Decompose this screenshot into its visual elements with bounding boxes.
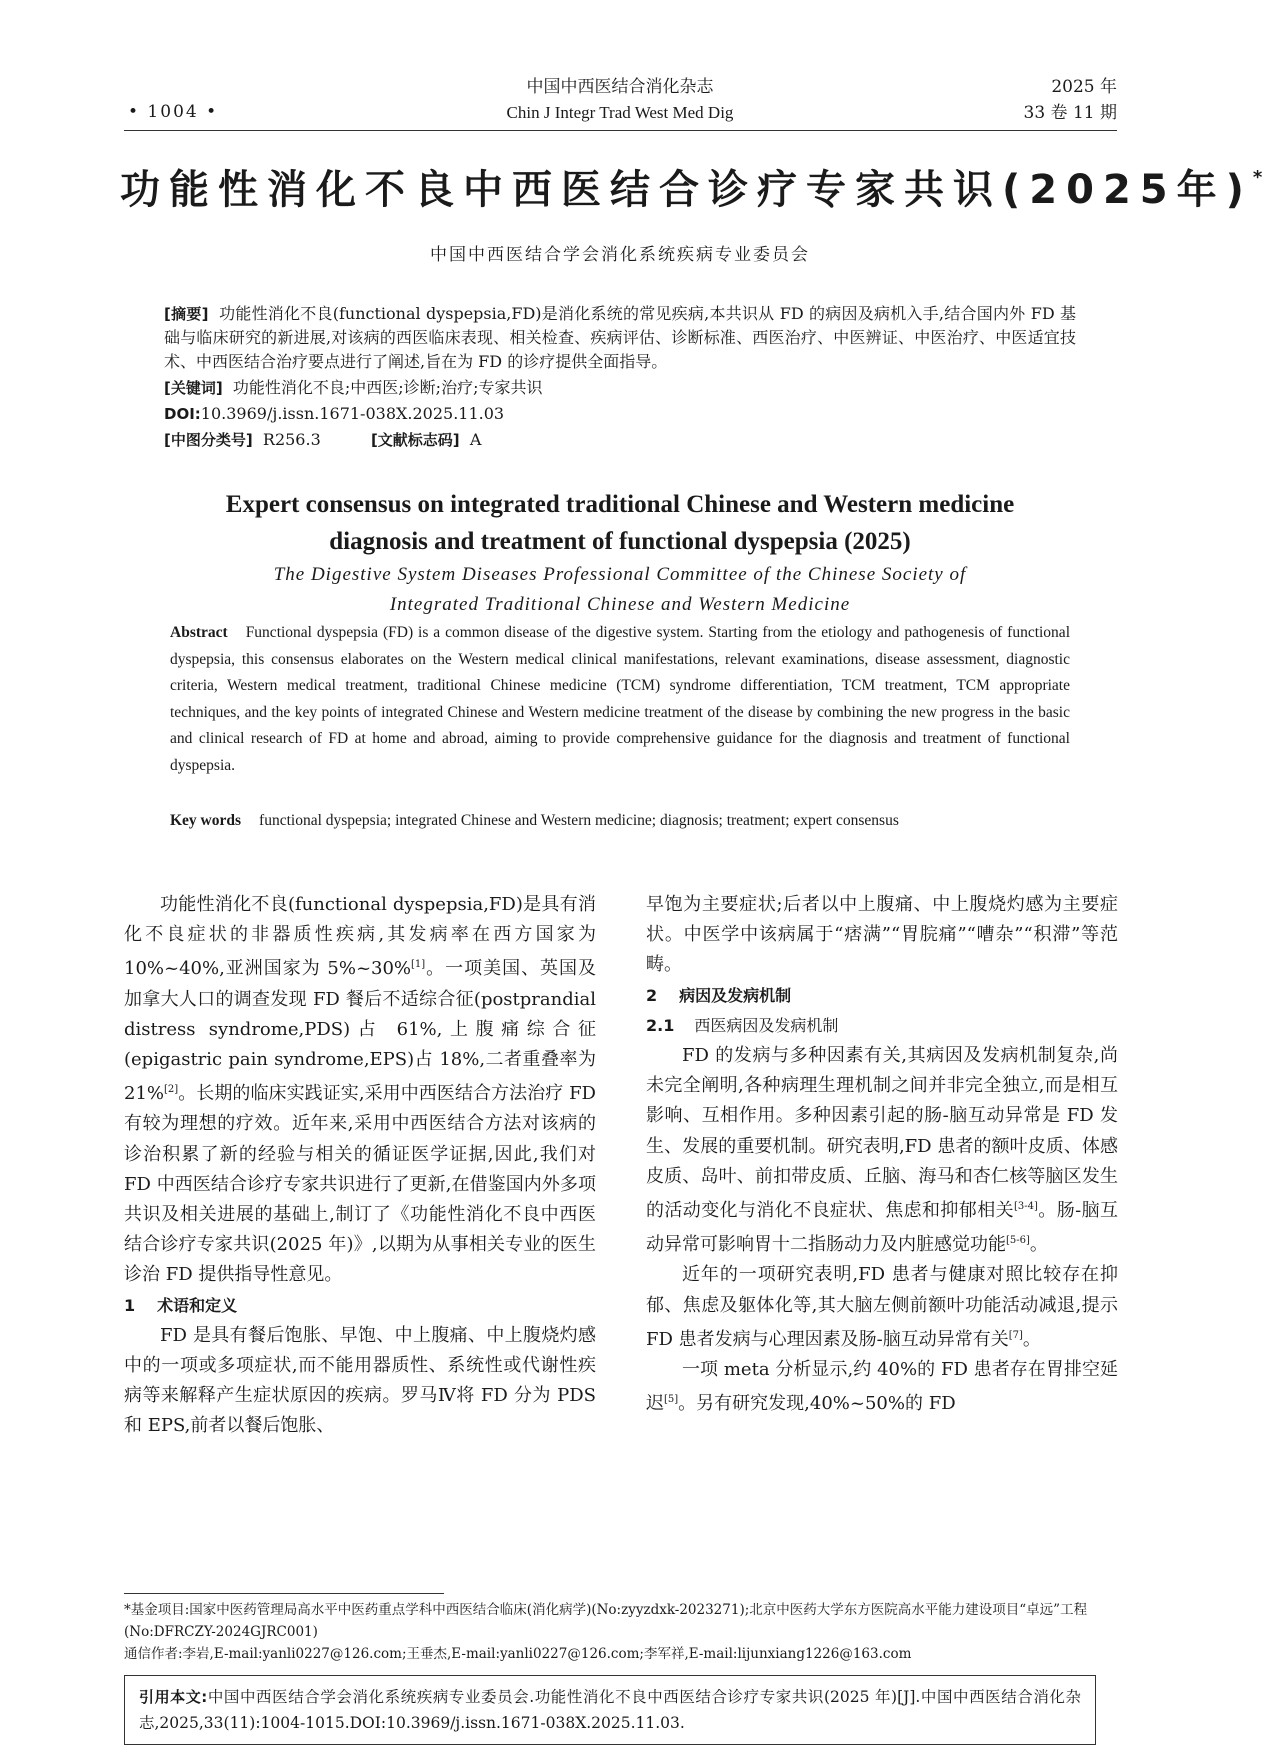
text-run: FD 的发病与多种因素有关,其病因及发病机制复杂,尚未完全阐明,各种病理生理机制之间并非完全独立,而是相互影响、互相作用。多种因素引起的肠-脑互动异常是 FD 发生、发展的重要机制。研究表明,FD 患者的额叶皮质、体感皮质、岛叶、前扣带皮质、丘脑、海马和杏仁核等脑区发生的活动变化与消化不良症状、焦虑和抑郁相关 — [646, 1045, 1118, 1222]
body-column-right — [646, 890, 1118, 1419]
header-rule — [124, 130, 1117, 131]
journal-name-cn: 中国中西医结合消化杂志 — [526, 77, 714, 97]
text-run: 一项 meta 分析显示,约 40%的 FD 患者存在胃排空延迟 — [646, 1359, 1118, 1415]
citation-label: 引用本文: — [139, 1688, 208, 1706]
issue-year: 2025 年 — [1051, 77, 1117, 97]
text-run: FD 是具有餐后饱胀、早饱、中上腹痛、中上腹烧灼感中的一项或多项症状,而不能用器质性、系统性或代谢性疾病等来解释产生症状原因的疾病。罗马Ⅳ将 FD 分为 PDS 和 EPS,前者以餐后饱胀、 — [124, 1324, 596, 1437]
keywords-cn-text: 功能性消化不良;中西医;诊断;治疗;专家共识 — [232, 378, 543, 397]
abstract-cn-text: 功能性消化不良(functional dyspepsia,FD)是消化系统的常见疾病,本共识从 FD 的病因及病机入手,结合国内外 FD 基础与临床研究的新进展,对该病的西医临床表现、相关检查、疾病评估、诊断标准、西医治疗、中医辨证、中医治疗、中医适宜技术、中西医结合治疗要点进行了阐述,旨在为 FD 的诊疗提供全面指导。 — [164, 304, 1076, 371]
title-footnote-mark: * — [1252, 167, 1262, 188]
english-title — [120, 486, 1120, 560]
english-keywords-label: Key words — [170, 812, 242, 829]
subsection-title: 西医病因及发病机制 — [694, 1015, 839, 1035]
english-authors-line-1: The Digestive System Diseases Professional Committee of the Chinese Society of — [273, 564, 967, 585]
english-abstract — [170, 620, 1070, 779]
journal-header — [420, 74, 820, 126]
section-title: 病因及发病机制 — [679, 985, 792, 1005]
english-title-line-2: diagnosis and treatment of functional dyspepsia (2025) — [329, 528, 911, 555]
english-authors — [120, 560, 1120, 620]
text-run: 近年的一项研究表明,FD 患者与健康对照比较存在抑郁、焦虑及躯体化等,其大脑左侧前额叶功能活动减退,提示 FD 患者发病与心理因素及肠-脑互动异常有关 — [646, 1264, 1118, 1350]
section-number: 2 — [646, 985, 658, 1005]
doc-code-label: [文献标志码] — [370, 431, 460, 449]
body-paragraph — [646, 1355, 1118, 1419]
article-title-text: 功能性消化不良中西医结合诊疗专家共识(2025年) — [120, 167, 1253, 213]
citation-box — [124, 1675, 1096, 1745]
section-heading-1 — [124, 1291, 596, 1321]
text-run: 。另有研究发现,40%~50%的 FD — [678, 1393, 956, 1415]
subsection-number: 2.1 — [646, 1015, 675, 1035]
issue-info — [1024, 74, 1117, 126]
article-title — [120, 158, 1262, 215]
abstract-cn — [164, 302, 1076, 374]
article-authors: 中国中西医结合学会消化系统疾病专业委员会 — [430, 245, 810, 265]
reference-mark: [2] — [164, 1084, 179, 1096]
citation-text: 中国中西医结合学会消化系统疾病专业委员会.功能性消化不良中西医结合诊疗专家共识(2025 年)[J].中国中西医结合消化杂志,2025,33(11):1004-1015.DOI:10.3969/j.issn.1671-038X.2025.11.03. — [139, 1688, 1081, 1732]
journal-name-en: Chin J Integr Trad West Med Dig — [506, 103, 734, 122]
english-abstract-text: Functional dyspepsia (FD) is a common disease of the digestive system. Starting from the etiology and pathogenesis of functional dyspepsia, this consensus elaborates on the Western medical clinical manifestations, relevant examinations, disease assessment, diagnostic criteria, Western medical treatment, traditional Chinese medicine (TCM) syndrome differentiation, TCM treatment, TCM appropriate techniques, and the key points of integrated Chinese and Western medicine treatment of the disease by combining the new progress in the basic and clinical research of FD at home and abroad, aiming to provide comprehensive guidance for the diagnosis and treatment of functional dyspepsia. — [170, 624, 1070, 774]
english-keywords-text: functional dyspepsia; integrated Chinese and Western medicine; diagnosis; treatment; expert consensus — [259, 812, 899, 829]
classification-line — [164, 428, 1076, 452]
keywords-cn — [164, 376, 1076, 400]
footnote-rule — [124, 1593, 444, 1594]
reference-mark: [1] — [411, 959, 426, 971]
doi-line — [164, 402, 1076, 426]
body-column-left — [124, 890, 596, 1442]
body-paragraph — [646, 1041, 1118, 1260]
text-run: 功能性消化不良(functional dyspepsia,FD)是具有消化不良症状的非器质性疾病,其发病率在西方国家为 10%~40%,亚洲国家为 5%~30% — [124, 894, 596, 980]
section-number: 1 — [124, 1295, 136, 1315]
section-heading-2 — [646, 981, 1118, 1011]
body-paragraph — [646, 890, 1118, 981]
text-run: 。 — [1029, 1234, 1048, 1256]
english-abstract-label: Abstract — [170, 624, 228, 641]
subsection-heading-2-1 — [646, 1011, 1118, 1041]
correspondence-footnote: 通信作者:李岩,E-mail:yanli0227@126.com;王垂杰,E-mail:yanli0227@126.com;李军祥,E-mail:lijunxiang1226@163.com — [124, 1646, 912, 1662]
text-run: 。 — [1022, 1328, 1041, 1350]
text-run: 。一项美国、英国及加拿大人口的调查发现 FD 餐后不适综合征(postprandial distress syndrome,PDS)占 61%,上腹痛综合征(epigastric pain syndrome,EPS)占 18%,二者重叠率为 21% — [124, 958, 597, 1105]
abstract-cn-label: [摘要] — [164, 305, 209, 323]
class-number-value: R256.3 — [262, 430, 321, 449]
reference-mark: [5-6] — [1006, 1235, 1030, 1247]
funding-footnote: *基金项目:国家中医药管理局高水平中医药重点学科中西医结合临床(消化病学)(No:zyyzdxk-2023271);北京中医药大学东方医院高水平能力建设项目“卓远”工程(No:DFRCZY-2024GJRC001) — [124, 1602, 1088, 1640]
reference-mark: [7] — [1008, 1329, 1023, 1341]
text-run: 。长期的临床实践证实,采用中西医结合方法治疗 FD 有较为理想的疗效。近年来,采用中西医结合方法对该病的诊治积累了新的经验与相关的循证医学证据,因此,我们对 FD 中西医结合诊疗专家共识进行了更新,在借鉴国内外多项共识及相关进展的基础上,制订了《功能性消化不良中西医结合诊疗专家共识(2025 年)》,以期为从事相关专业的医生诊治 FD 提供指导性意见。 — [124, 1083, 596, 1286]
section-title: 术语和定义 — [157, 1295, 238, 1315]
page-number: • 1004 • — [128, 102, 219, 122]
keywords-cn-label: [关键词] — [164, 379, 223, 397]
text-run: 早饱为主要症状;后者以中上腹痛、中上腹烧灼感为主要症状。中医学中该病属于“痞满”“胃脘痛”“嘈杂”“积滞”等范畴。 — [646, 894, 1118, 976]
text-run: 。肠-脑互动异常可影响胃十二指肠动力及内脏感觉功能 — [646, 1200, 1118, 1256]
doi-label: DOI: — [164, 405, 201, 423]
body-paragraph — [124, 1321, 596, 1442]
issue-volume: 33 卷 11 期 — [1023, 103, 1117, 123]
english-keywords — [170, 808, 1070, 835]
reference-mark: [5] — [664, 1394, 679, 1406]
doi-value: 10.3969/j.issn.1671-038X.2025.11.03 — [200, 404, 505, 423]
body-paragraph — [124, 890, 596, 1291]
english-title-line-1: Expert consensus on integrated traditional Chinese and Western medicine — [225, 491, 1015, 518]
doc-code-value: A — [469, 430, 482, 449]
class-number-label: [中图分类号] — [164, 431, 253, 449]
reference-mark: [3-4] — [1014, 1201, 1038, 1213]
body-paragraph — [646, 1260, 1118, 1355]
english-authors-line-2: Integrated Traditional Chinese and Western Medicine — [389, 594, 851, 615]
